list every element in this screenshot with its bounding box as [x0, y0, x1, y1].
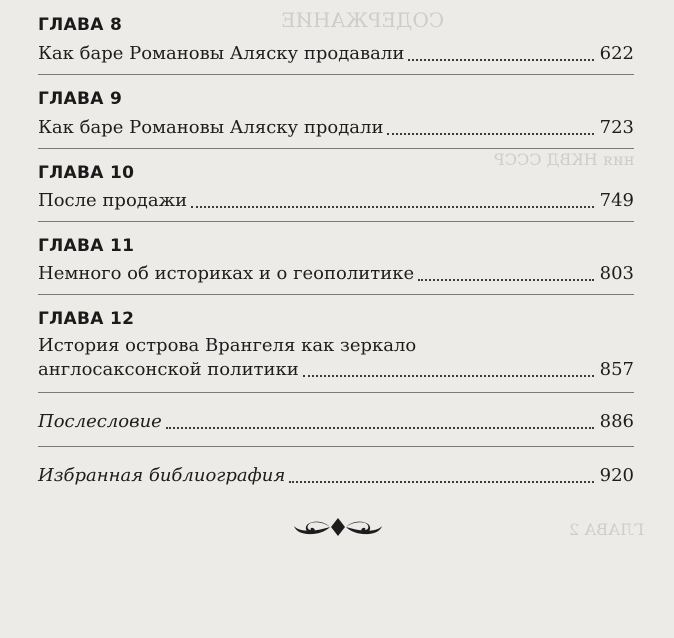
toc-entry[interactable]	[38, 334, 634, 382]
dot-leader	[303, 375, 594, 377]
fleuron-ornament-icon	[290, 512, 386, 542]
divider	[38, 294, 634, 295]
divider	[38, 148, 634, 149]
dot-leader	[408, 59, 593, 61]
toc-entry-title: Послесловие	[38, 411, 162, 432]
toc-entry-title-line1: История острова Врангеля как зеркало	[38, 335, 417, 356]
toc-entry-title: Избранная библиография	[38, 465, 286, 486]
chapter-heading: ГЛАВА 10	[38, 163, 135, 183]
divider	[38, 392, 634, 393]
toc-entry-bibliography[interactable]	[38, 464, 634, 488]
toc-entry-title: После продажи	[38, 190, 188, 211]
bleed-through-text: ГЛАВА 2	[568, 520, 644, 539]
toc-entry[interactable]	[38, 262, 634, 286]
toc-entry[interactable]	[38, 42, 634, 66]
chapter-heading: ГЛАВА 12	[38, 309, 135, 329]
toc-entry-afterword[interactable]	[38, 410, 634, 434]
toc-entry-page-number: 920	[599, 465, 634, 486]
toc-entry-title: Как баре Романовы Аляску продали	[38, 117, 384, 138]
toc-entry[interactable]	[38, 189, 634, 213]
chapter-heading: ГЛАВА 9	[38, 89, 123, 109]
divider	[38, 446, 634, 447]
toc-entry-page-number: 723	[599, 117, 634, 138]
dot-leader	[418, 279, 594, 281]
bleed-through-text: СОДЕРЖАНИЕ	[280, 8, 444, 32]
toc-entry-title: Немного об историках и о геополитике	[38, 263, 415, 284]
toc-entry-title-line2: англосаксонской политики	[38, 359, 299, 380]
divider	[38, 74, 634, 75]
dot-leader	[289, 481, 593, 483]
divider	[38, 221, 634, 222]
chapter-heading: ГЛАВА 11	[38, 236, 135, 256]
toc-entry-page-number: 622	[599, 43, 634, 64]
chapter-heading: ГЛАВА 8	[38, 15, 123, 35]
toc-entry-page-number: 803	[599, 263, 634, 284]
toc-entry-title: Как баре Романовы Аляску продавали	[38, 43, 405, 64]
toc-entry-page-number: 749	[599, 190, 634, 211]
toc-entry-page-number: 886	[599, 411, 634, 432]
dot-leader	[191, 206, 593, 208]
toc-entry[interactable]	[38, 116, 634, 140]
dot-leader	[387, 133, 593, 135]
toc-entry-page-number: 857	[599, 359, 634, 380]
bleed-through-text: ния НКВД СССР	[493, 150, 634, 169]
dot-leader	[166, 427, 594, 429]
